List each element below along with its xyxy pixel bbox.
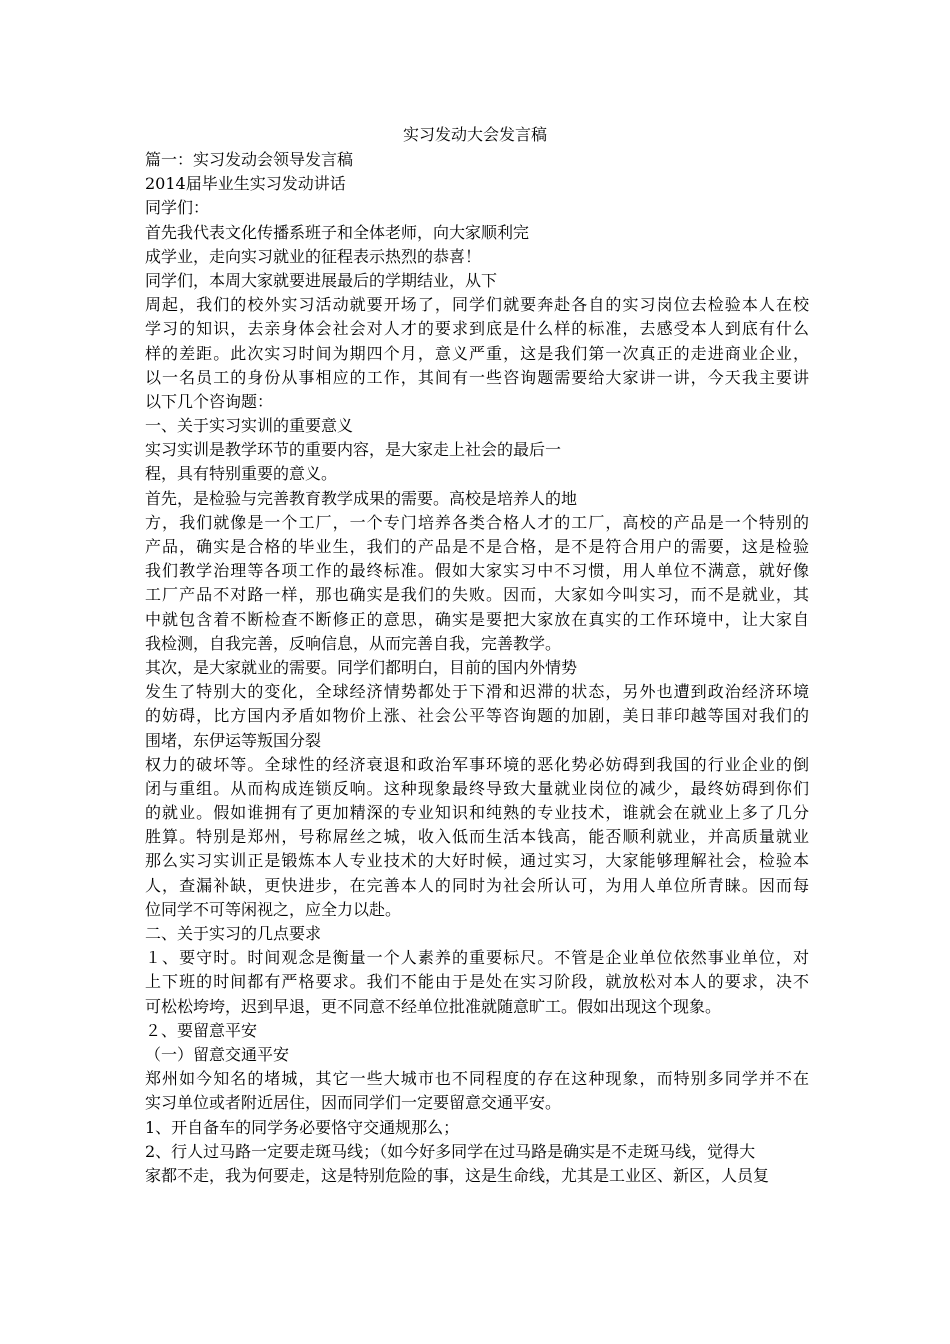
text-line: 实习实训是教学环节的重要内容，是大家走上社会的最后一: [145, 440, 562, 460]
text-line: 一、关于实习实训的重要意义: [145, 416, 354, 436]
text-line: 我检测，自我完善，反响信息，从而完善自我，完善教学。: [145, 633, 562, 653]
text-line: 首先，是检验与完善教育教学成果的需要。高校是培养人的地: [145, 488, 578, 508]
text-line: 学习的知识，去亲身体会社会对人才的要求到底是什么样的标准，去感受本人到底有什么: [145, 319, 809, 339]
text-line: 2、行人过马路一定要走斑马线；（如今好多同学在过马路是确实是不走斑马线，觉得大: [145, 1141, 756, 1161]
text-line: 权力的破坏等。全球性的经济衰退和政治军事环境的恶化势必妨碍到我国的行业企业的倒: [145, 754, 809, 774]
text-line: 位同学不可等闲视之，应全力以赴。: [145, 899, 402, 919]
text-line: 闭与重组。从而构成连锁反响。这种现象最终导致大量就业岗位的减少，最终妨碍到你们: [145, 778, 809, 798]
text-line: 同学们，本周大家就要进展最后的学期结业，从下: [145, 270, 498, 290]
text-line: 程，具有特别重要的意义。: [145, 464, 338, 484]
text-line: 围堵，东伊运等叛国分裂: [145, 730, 322, 750]
text-line: 中就包含着不断检查不断修正的意思，确实是要把大家放在真实的工作环境中，让大家自: [145, 609, 809, 629]
text-line: 上下班的时间都有严格要求。我们不能由于是处在实习阶段，就放松对本人的要求，决不: [145, 972, 809, 992]
text-line: 发生了特别大的变化，全球经济情势都处于下滑和迟滞的状态，另外也遭到政治经济环境: [145, 682, 809, 702]
text-line: 二、关于实习的几点要求: [145, 924, 322, 943]
text-line: 以下几个咨询题：: [145, 391, 274, 411]
text-line: 1、开自备车的同学务必要恪守交通规那么；: [145, 1117, 460, 1137]
text-line: 可松松垮垮，迟到早退，更不同意不经单位批准就随意旷工。假如出现这个现象。: [145, 996, 722, 1016]
text-line: 以一名员工的身份从事相应的工作，其间有一些咨询题需要给大家讲一讲，今天我主要讲: [145, 367, 809, 387]
text-line: 周起，我们的校外实习活动就要开场了，同学们就要奔赴各自的实习岗位去检验本人在校: [145, 295, 809, 315]
text-line: 其次，是大家就业的需要。同学们都明白，目前的国内外情势: [145, 657, 578, 677]
document-title: 实习发动大会发言稿: [402, 125, 547, 144]
text-line: 工厂产品不对路一样，那也确实是我们的失败。因而，大家如今叫实习，而不是就业，其: [145, 585, 809, 605]
text-line: 胜算。特别是郑州，号称屌丝之城，收入低而生活本钱高，能否顺利就业，并高质量就业: [145, 827, 809, 847]
text-line: 样的差距。此次实习时间为期四个月，意义严重，这是我们第一次真正的走进商业企业，: [145, 343, 809, 363]
text-line: １、要守时。时间观念是衡量一个人素养的重要标尺。不管是企业单位依然事业单位，对: [145, 948, 809, 968]
text-line: 方，我们就像是一个工厂，一个专门培养各类合格人才的工厂，高校的产品是一个特别的: [145, 512, 809, 532]
text-line: 的就业。假如谁拥有了更加精深的专业知识和纯熟的专业技术，谁就会在就业上多了几分: [145, 803, 809, 823]
text-line: 篇一：实习发动会领导发言稿: [145, 150, 354, 169]
text-line: ２、要留意平安: [145, 1020, 258, 1040]
document-body: [145, 148, 809, 1188]
text-line: 产品，确实是合格的毕业生，我们的产品是不是合格，是不是符合用户的需要，这是检验: [145, 537, 809, 556]
text-line: 同学们：: [145, 198, 210, 218]
text-line: （一）留意交通平安: [145, 1044, 290, 1064]
text-line: 成学业，走向实习就业的征程表示热烈的恭喜！: [145, 246, 482, 266]
text-line: 家都不走，我为何要走，这是特别危险的事，这是生命线，尤其是工业区、新区，人员复: [145, 1165, 770, 1185]
text-line: 那么实习实训正是锻炼本人专业技术的大好时候，通过实习，大家能够理解社会，检验本: [145, 851, 809, 871]
text-line: 首先我代表文化传播系班子和全体老师，向大家顺利完: [145, 222, 530, 242]
text-line: 的妨碍，比方国内矛盾如物价上涨、社会公平等咨询题的加剧，美日菲印越等国对我们的: [145, 706, 809, 726]
text-line: 人，查漏补缺，更快进步，在完善本人的同时为社会所认可，为用人单位所青睐。因而每: [145, 875, 809, 895]
text-line: 2014届毕业生实习发动讲话: [145, 174, 346, 194]
text-line: 我们教学治理等各项工作的最终标准。假如大家实习中不习惯，用人单位不满意，就好像: [145, 561, 809, 581]
text-line: 实习单位或者附近居住，因而同学们一定要留意交通平安。: [145, 1093, 562, 1113]
text-line: 郑州如今知名的堵城，其它一些大城市也不同程度的存在这种现象，而特别多同学并不在: [145, 1069, 809, 1089]
